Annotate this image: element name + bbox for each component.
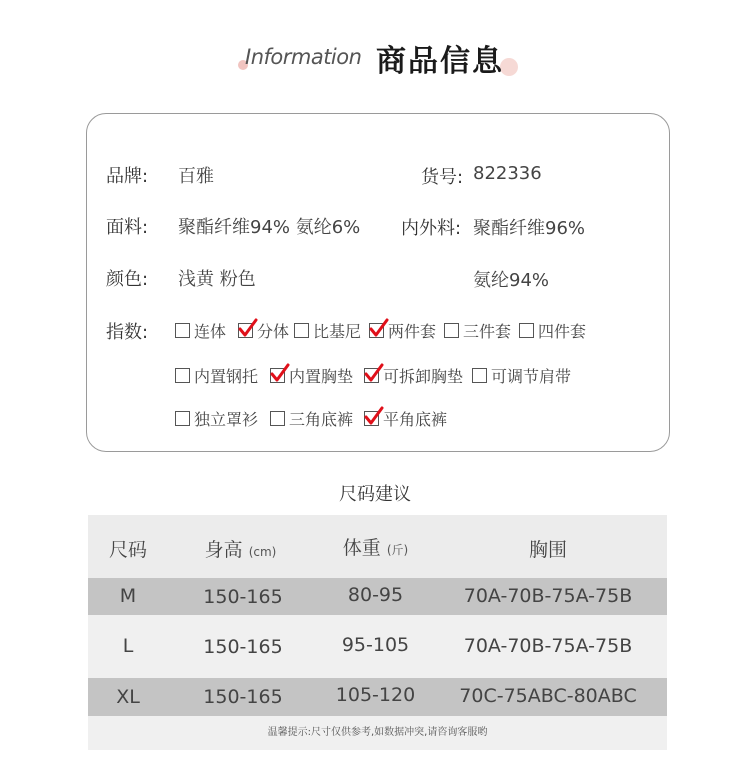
cell-height: 150-165 (203, 686, 283, 708)
check-icon (364, 406, 384, 426)
sku-label: 货号: (421, 167, 464, 188)
option-fenti[interactable]: 分体 (238, 319, 289, 341)
option-two-piece[interactable]: 两件套 (369, 319, 436, 341)
table-header-row (88, 515, 667, 578)
check-icon (364, 363, 384, 383)
checkbox[interactable] (270, 411, 285, 426)
cell-weight: 80-95 (347, 584, 404, 606)
table-row (88, 678, 667, 716)
header-height: 身高 (cm) (204, 539, 277, 561)
header-size: 尺码 (108, 539, 147, 561)
table-row (88, 578, 667, 615)
checkbox[interactable] (175, 411, 190, 426)
option-three-piece[interactable]: 三件套 (444, 319, 511, 341)
check-icon (369, 318, 389, 338)
checkbox[interactable] (175, 368, 190, 383)
check-icon (238, 318, 258, 338)
option-removable-pad[interactable]: 可拆卸胸垫 (364, 364, 463, 386)
cell-size: XL (116, 686, 140, 708)
table-row (88, 615, 667, 678)
header-weight: 体重 (斤) (342, 537, 409, 559)
lining-value-2: 氨纶94% (473, 270, 550, 291)
cell-height: 150-165 (203, 586, 283, 608)
checkbox[interactable] (294, 323, 309, 338)
option-lianti[interactable]: 连体 (175, 319, 226, 341)
lining-value: 聚酯纤维96% (473, 218, 586, 239)
option-built-in-pad[interactable]: 内置胸垫 (270, 364, 353, 386)
checkbox[interactable] (519, 323, 534, 338)
cell-size: M (119, 585, 137, 607)
header-bust: 胸围 (528, 539, 567, 561)
page-header (0, 30, 750, 90)
checkbox-checked[interactable] (270, 368, 285, 383)
checkbox[interactable] (175, 323, 190, 338)
option-triangle-bottom[interactable]: 三角底裤 (270, 407, 353, 429)
option-underwire[interactable]: 内置钢托 (175, 364, 258, 386)
size-note: 温馨提示:尺寸仅供参考,如数据冲突,请咨询客服哟 (88, 716, 667, 750)
fabric-value: 聚酯纤维94% 氨纶6% (178, 217, 361, 238)
checkbox-checked[interactable] (369, 323, 384, 338)
cell-height: 150-165 (203, 636, 283, 658)
cell-bust: 70C-75ABC-80ABC (459, 685, 637, 707)
title-chinese: 商品信息 (376, 44, 504, 79)
option-bikini[interactable]: 比基尼 (294, 319, 361, 341)
color-value: 浅黄 粉色 (178, 269, 256, 290)
color-label: 颜色: (106, 269, 149, 290)
brand-label: 品牌: (106, 166, 149, 187)
cell-weight: 105-120 (335, 684, 416, 706)
fabric-label: 面料: (106, 217, 149, 238)
lining-label: 内外料: (401, 218, 462, 239)
option-adjustable-strap[interactable]: 可调节肩带 (472, 364, 571, 386)
option-cover-up[interactable]: 独立罩衫 (175, 407, 258, 429)
title-english: Information (245, 45, 362, 69)
size-title: 尺码建议 (339, 484, 411, 505)
index-label: 指数: (106, 322, 149, 343)
cell-size: L (122, 635, 134, 657)
cell-bust: 70A-70B-75A-75B (463, 635, 633, 657)
cell-bust: 70A-70B-75A-75B (463, 585, 633, 607)
checkbox-checked[interactable] (364, 368, 379, 383)
sku-value: 822336 (473, 163, 542, 184)
checkbox[interactable] (472, 368, 487, 383)
brand-value: 百雅 (178, 166, 214, 187)
check-icon (270, 363, 290, 383)
info-card (86, 113, 670, 452)
checkbox-checked[interactable] (238, 323, 253, 338)
checkbox-checked[interactable] (364, 411, 379, 426)
checkbox[interactable] (444, 323, 459, 338)
option-four-piece[interactable]: 四件套 (519, 319, 586, 341)
cell-weight: 95-105 (341, 634, 410, 656)
option-boyshort-bottom[interactable]: 平角底裤 (364, 407, 447, 429)
